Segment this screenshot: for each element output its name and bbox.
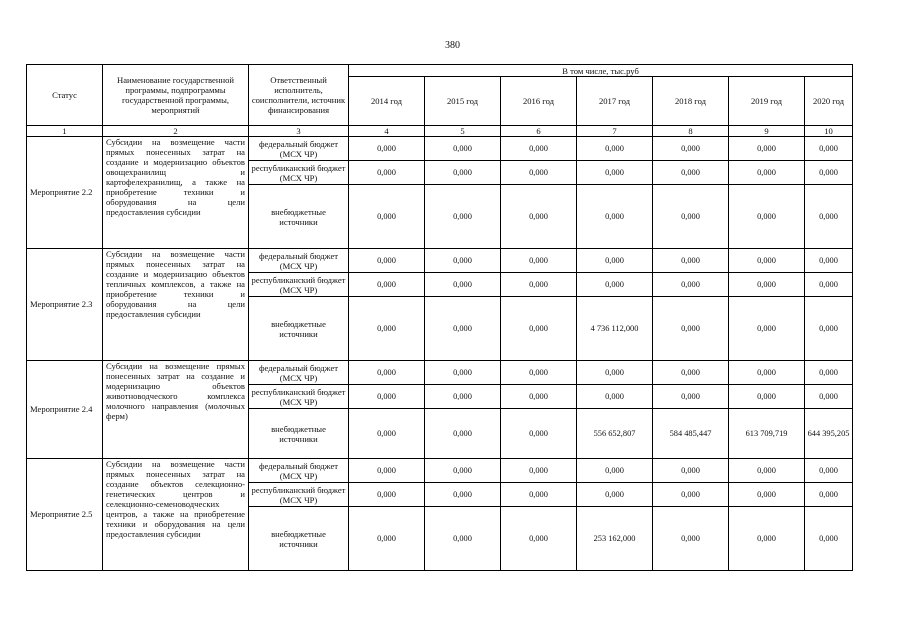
funding-source: республиканский бюджет (МСХ ЧР)	[249, 483, 349, 507]
amount-cell: 0,000	[729, 483, 805, 507]
column-number: 2	[103, 126, 249, 137]
amount-cell: 0,000	[501, 385, 577, 409]
amount-cell: 0,000	[729, 273, 805, 297]
amount-cell: 613 709,719	[729, 409, 805, 459]
amount-cell: 0,000	[349, 361, 425, 385]
amount-cell: 0,000	[349, 273, 425, 297]
amount-cell: 0,000	[653, 185, 729, 249]
page-number: 380	[445, 40, 460, 51]
amount-cell: 0,000	[501, 273, 577, 297]
measure-name: Субсидии на возмещение части прямых понесенных затрат на создание объектов селекционно-генетических центров и селекционно-семеноводческих центров, а также на приобретение техники и оборудования на цели предоставления субсидии	[103, 459, 249, 571]
amount-cell: 0,000	[577, 249, 653, 273]
amount-cell: 0,000	[501, 483, 577, 507]
amount-cell: 0,000	[653, 297, 729, 361]
amount-cell: 0,000	[577, 161, 653, 185]
amount-cell: 0,000	[349, 459, 425, 483]
amount-cell: 0,000	[805, 137, 853, 161]
amount-cell: 0,000	[729, 185, 805, 249]
amount-cell: 0,000	[653, 483, 729, 507]
amount-cell: 0,000	[805, 249, 853, 273]
financing-table	[26, 64, 853, 571]
amount-cell: 0,000	[729, 249, 805, 273]
amount-cell: 0,000	[577, 361, 653, 385]
table-row	[27, 459, 853, 483]
amount-cell: 0,000	[729, 507, 805, 571]
column-number: 6	[501, 126, 577, 137]
measure-status: Мероприятие 2.4	[27, 361, 103, 459]
funding-source: внебюджетные источники	[249, 409, 349, 459]
amount-cell: 0,000	[501, 459, 577, 483]
amount-cell: 0,000	[425, 483, 501, 507]
amount-cell: 0,000	[425, 185, 501, 249]
table-row	[27, 361, 853, 385]
column-number-row	[27, 126, 853, 137]
amount-cell: 0,000	[805, 185, 853, 249]
amount-cell: 0,000	[729, 385, 805, 409]
amount-cell: 0,000	[805, 273, 853, 297]
amount-cell: 0,000	[425, 161, 501, 185]
amount-cell: 0,000	[805, 161, 853, 185]
amount-cell: 0,000	[501, 409, 577, 459]
amount-cell: 0,000	[653, 361, 729, 385]
amount-cell: 0,000	[577, 483, 653, 507]
table-row	[27, 137, 853, 161]
column-number: 8	[653, 126, 729, 137]
amount-cell: 0,000	[577, 185, 653, 249]
amount-cell: 0,000	[577, 459, 653, 483]
amount-cell: 0,000	[805, 507, 853, 571]
amount-cell: 556 652,807	[577, 409, 653, 459]
header-status: Статус	[27, 65, 103, 126]
funding-source: республиканский бюджет (МСХ ЧР)	[249, 385, 349, 409]
header-year: 2016 год	[501, 77, 577, 126]
measure-name: Субсидии на возмещение части прямых понесенных затрат на создание и модернизацию объектов овощехранилищ и картофелехранилищ, а также на приобретение техники и оборудования на цели предоставления субсидии	[103, 137, 249, 249]
amount-cell: 0,000	[805, 459, 853, 483]
column-number: 1	[27, 126, 103, 137]
amount-cell: 0,000	[425, 409, 501, 459]
amount-cell: 0,000	[729, 161, 805, 185]
column-number: 7	[577, 126, 653, 137]
measure-name: Субсидии на возмещение части прямых понесенных затрат на создание и модернизацию объектов тепличных комплексов, а также на приобретение техники и оборудования на цели предоставления субсидии	[103, 249, 249, 361]
header-group: В том числе, тыс.руб	[349, 65, 853, 77]
amount-cell: 0,000	[349, 185, 425, 249]
measure-status: Мероприятие 2.2	[27, 137, 103, 249]
amount-cell: 0,000	[653, 385, 729, 409]
amount-cell: 0,000	[425, 273, 501, 297]
amount-cell: 0,000	[729, 459, 805, 483]
amount-cell: 0,000	[349, 483, 425, 507]
amount-cell: 0,000	[501, 361, 577, 385]
funding-source: внебюджетные источники	[249, 185, 349, 249]
amount-cell: 0,000	[349, 161, 425, 185]
amount-cell: 584 485,447	[653, 409, 729, 459]
amount-cell: 0,000	[805, 483, 853, 507]
column-number: 3	[249, 126, 349, 137]
funding-source: федеральный бюджет (МСХ ЧР)	[249, 249, 349, 273]
amount-cell: 0,000	[425, 385, 501, 409]
header-year: 2014 год	[349, 77, 425, 126]
measure-status: Мероприятие 2.5	[27, 459, 103, 571]
amount-cell: 0,000	[425, 361, 501, 385]
column-number: 4	[349, 126, 425, 137]
amount-cell: 0,000	[425, 249, 501, 273]
amount-cell: 0,000	[577, 385, 653, 409]
amount-cell: 0,000	[653, 161, 729, 185]
amount-cell: 0,000	[501, 161, 577, 185]
amount-cell: 0,000	[729, 137, 805, 161]
amount-cell: 0,000	[349, 409, 425, 459]
column-number: 10	[805, 126, 853, 137]
header-year: 2020 год	[805, 77, 853, 126]
header-year: 2015 год	[425, 77, 501, 126]
funding-source: внебюджетные источники	[249, 507, 349, 571]
amount-cell: 0,000	[349, 297, 425, 361]
amount-cell: 0,000	[805, 297, 853, 361]
amount-cell: 0,000	[501, 249, 577, 273]
amount-cell: 0,000	[805, 361, 853, 385]
funding-source: федеральный бюджет (МСХ ЧР)	[249, 361, 349, 385]
amount-cell: 0,000	[501, 297, 577, 361]
amount-cell: 0,000	[425, 137, 501, 161]
funding-source: федеральный бюджет (МСХ ЧР)	[249, 137, 349, 161]
amount-cell: 0,000	[653, 137, 729, 161]
amount-cell: 0,000	[425, 297, 501, 361]
amount-cell: 0,000	[349, 137, 425, 161]
table-body	[27, 137, 853, 571]
amount-cell: 0,000	[653, 459, 729, 483]
measure-name: Субсидии на возмещение прямых понесенных затрат на создание и модернизацию объектов животноводческого комплекса молочного направления (молочных ферм)	[103, 361, 249, 459]
header-year: 2019 год	[729, 77, 805, 126]
funding-source: федеральный бюджет (МСХ ЧР)	[249, 459, 349, 483]
amount-cell: 0,000	[501, 185, 577, 249]
amount-cell: 0,000	[577, 273, 653, 297]
amount-cell: 0,000	[501, 137, 577, 161]
funding-source: республиканский бюджет (МСХ ЧР)	[249, 273, 349, 297]
amount-cell: 0,000	[577, 137, 653, 161]
amount-cell: 0,000	[729, 297, 805, 361]
amount-cell: 0,000	[653, 273, 729, 297]
header-responsible: Ответственный исполнитель, соисполнители, источник финансирования	[249, 65, 349, 126]
header-year: 2018 год	[653, 77, 729, 126]
amount-cell: 0,000	[349, 249, 425, 273]
funding-source: республиканский бюджет (МСХ ЧР)	[249, 161, 349, 185]
column-number: 5	[425, 126, 501, 137]
amount-cell: 253 162,000	[577, 507, 653, 571]
amount-cell: 0,000	[805, 385, 853, 409]
amount-cell: 0,000	[349, 385, 425, 409]
amount-cell: 0,000	[653, 249, 729, 273]
header-row-1	[27, 65, 853, 77]
table-row	[27, 249, 853, 273]
amount-cell: 644 395,205	[805, 409, 853, 459]
amount-cell: 0,000	[425, 459, 501, 483]
amount-cell: 0,000	[349, 507, 425, 571]
amount-cell: 4 736 112,000	[577, 297, 653, 361]
funding-source: внебюджетные источники	[249, 297, 349, 361]
amount-cell: 0,000	[729, 361, 805, 385]
amount-cell: 0,000	[425, 507, 501, 571]
header-year: 2017 год	[577, 77, 653, 126]
amount-cell: 0,000	[653, 507, 729, 571]
column-number: 9	[729, 126, 805, 137]
amount-cell: 0,000	[501, 507, 577, 571]
header-name: Наименование государственной программы, подпрограммы государственной программы, мероприятий	[103, 65, 249, 126]
measure-status: Мероприятие 2.3	[27, 249, 103, 361]
